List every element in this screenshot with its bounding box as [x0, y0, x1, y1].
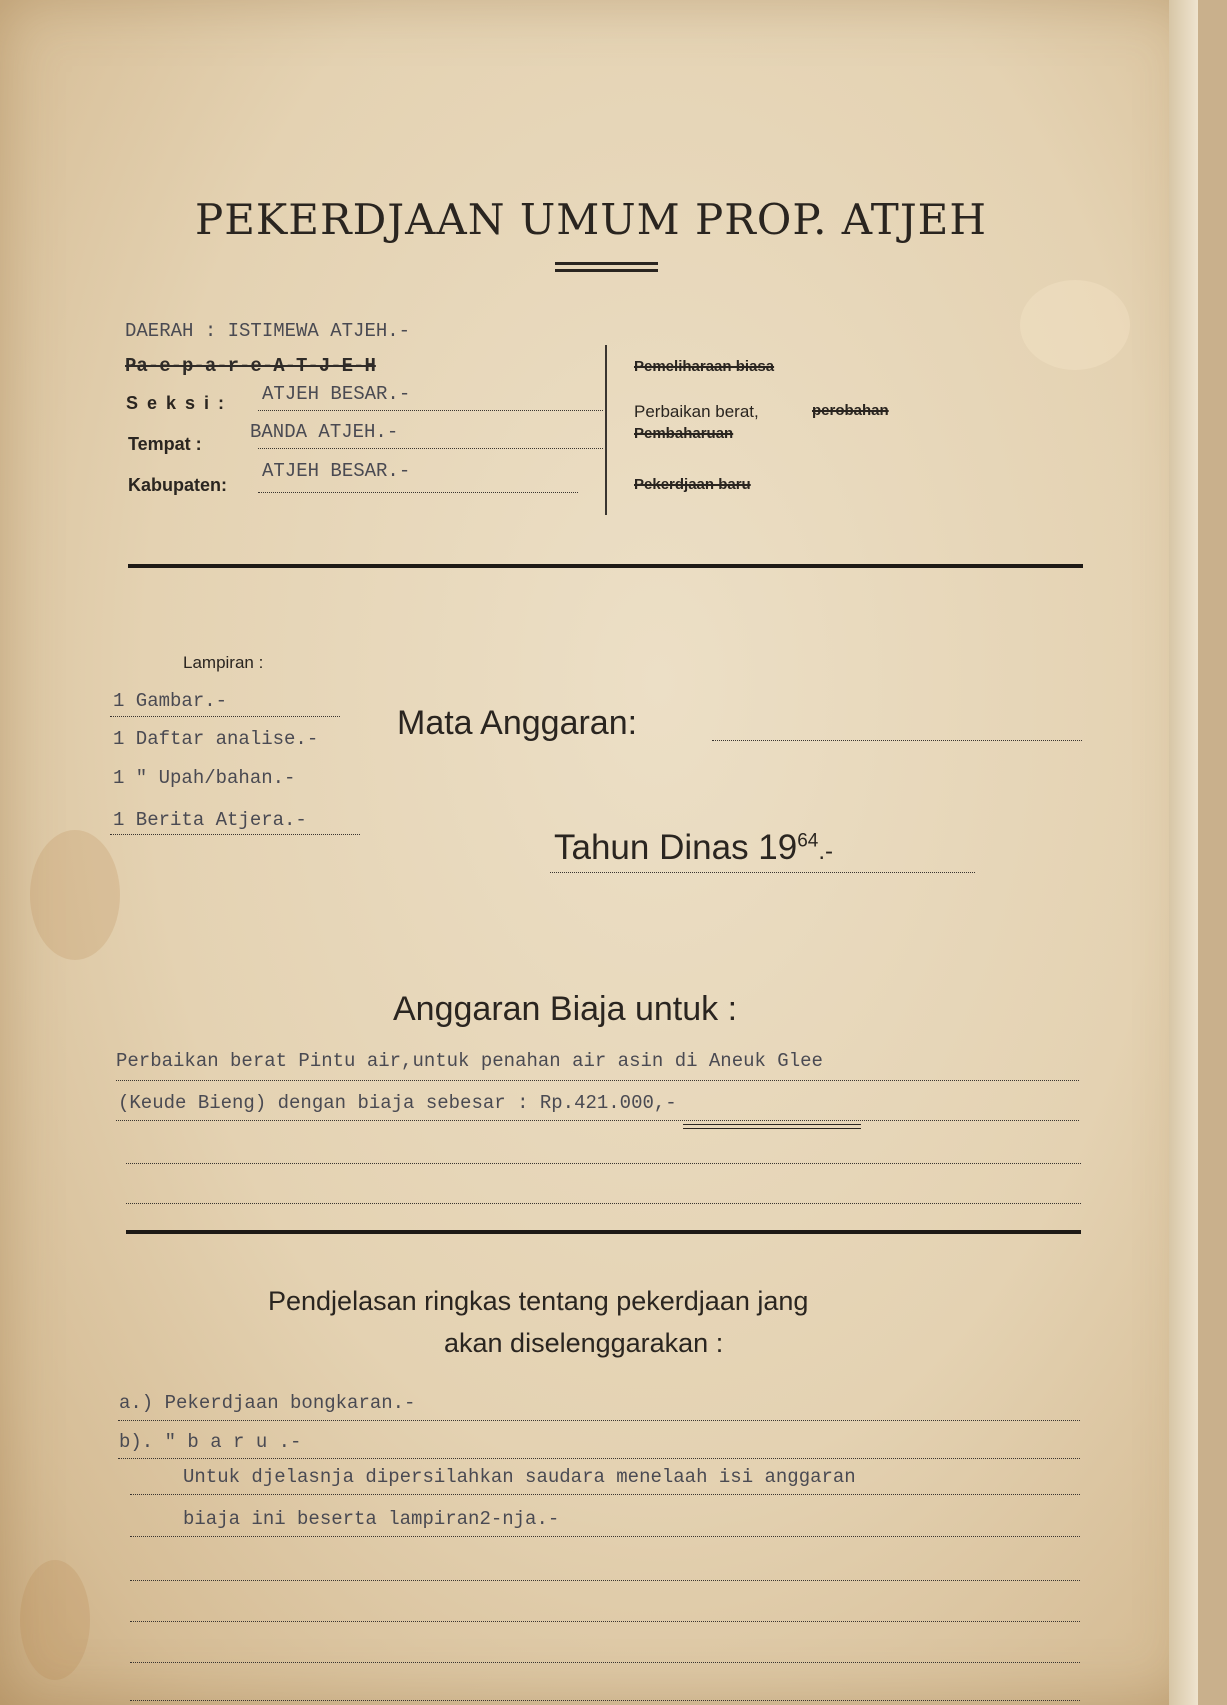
seksi-label: S e k s i : — [126, 393, 227, 413]
pendjelasan-item: a.) Pekerdjaan bongkaran.- — [119, 1392, 416, 1414]
tempat-label: Tempat : — [128, 434, 202, 454]
page-title: PEKERDJAAN UMUM PROP. ATJEH — [195, 195, 987, 244]
lampiran-item: 1 Daftar analise.- — [113, 728, 319, 750]
section-rule-1 — [128, 564, 1083, 568]
type-pemeliharaan: Pemeliharaan biasa — [634, 358, 775, 375]
info-divider — [605, 345, 607, 515]
pendjelasan-item: biaja ini beserta lampiran2-nja.- — [183, 1508, 560, 1530]
anggaran-line2: (Keude Bieng) dengan biaja sebesar : Rp.421.000,- — [118, 1092, 677, 1114]
tempat-value: BANDA ATJEH.- — [250, 421, 399, 443]
lampiran-item: 1 Gambar.- — [113, 690, 228, 712]
kabupaten-label: Kabupaten: — [128, 475, 227, 495]
daerah-line: DAERAH : ISTIMEWA ATJEH.- — [125, 320, 411, 342]
paresort-line: Pa-e-p-a-r-e-A-T-J-E-H — [125, 355, 376, 377]
type-perobahan: perobahan — [812, 402, 889, 419]
section-rule-2 — [126, 1230, 1081, 1234]
title-underline — [555, 262, 658, 272]
tahun-dinas-year: 64 — [797, 830, 819, 852]
pendjelasan-line2: akan diselenggarakan : — [444, 1328, 724, 1358]
page-edge — [1169, 0, 1198, 1705]
lampiran-item: 1 Berita Atjera.- — [113, 809, 307, 831]
tahun-dinas — [554, 828, 833, 868]
type-perbaikan: Perbaikan berat, — [634, 402, 759, 421]
seksi-value: ATJEH BESAR.- — [262, 383, 411, 405]
pendjelasan-line1: Pendjelasan ringkas tentang pekerdjaan jang — [268, 1286, 809, 1316]
mata-anggaran-label: Mata Anggaran: — [397, 704, 638, 742]
type-pembaharuan: Pembaharuan — [634, 425, 734, 442]
lampiran-item: 1 " Upah/bahan.- — [113, 767, 296, 789]
tahun-dinas-label: Tahun Dinas 19 — [554, 828, 798, 867]
tahun-dinas-suffix: .- — [818, 838, 834, 865]
kabupaten-value: ATJEH BESAR.- — [262, 460, 411, 482]
type-pekerdjaan-baru: Pekerdjaan baru — [634, 476, 751, 493]
pendjelasan-item: b). " b a r u .- — [119, 1431, 302, 1453]
amount-underline — [683, 1124, 861, 1129]
lampiran-label: Lampiran : — [183, 653, 264, 672]
anggaran-line1: Perbaikan berat Pintu air,untuk penahan air asin di Aneuk Glee — [116, 1050, 823, 1072]
anggaran-label: Anggaran Biaja untuk : — [393, 990, 738, 1028]
pendjelasan-item: Untuk djelasnja dipersilahkan saudara menelaah isi anggaran — [183, 1466, 856, 1488]
